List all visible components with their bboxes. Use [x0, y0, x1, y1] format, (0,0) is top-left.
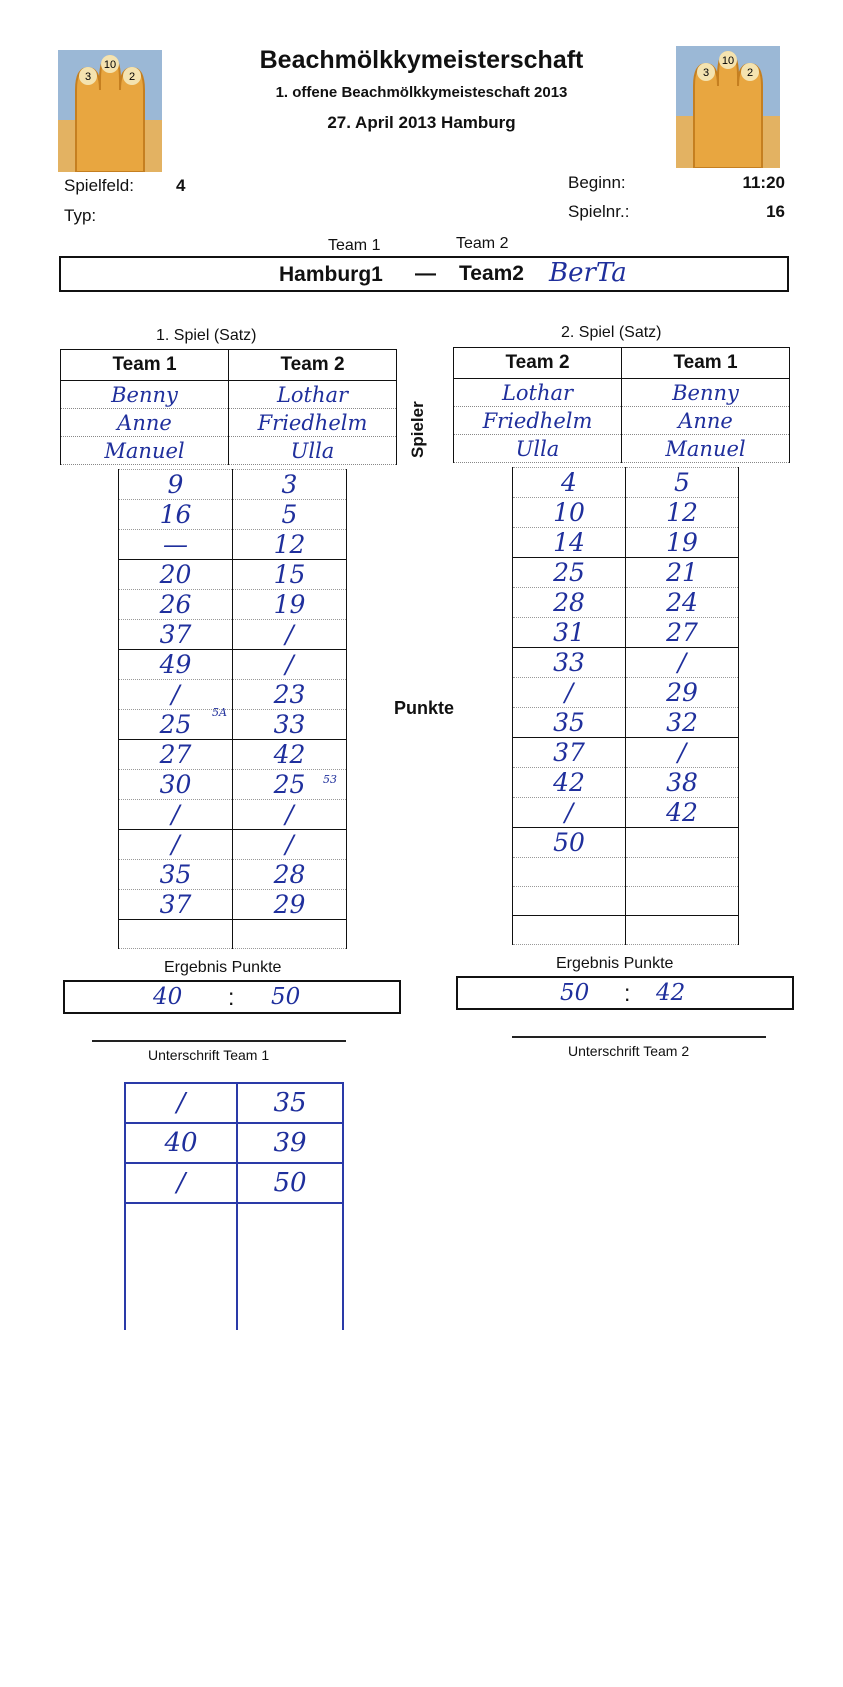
game1-score-right: 19	[233, 590, 347, 620]
game1-score-left: 49	[119, 650, 233, 680]
game2-score-row	[513, 528, 739, 558]
game2-score-right: 24	[626, 588, 739, 618]
game1-score-right: /	[233, 830, 347, 860]
game2-score-right: 42	[626, 798, 739, 828]
game2-score-row	[513, 768, 739, 798]
game2-col-right: Team 1	[622, 348, 790, 379]
game1-score-row	[119, 800, 347, 830]
game1-score-right: 5	[233, 500, 347, 530]
game2-score-right	[626, 916, 739, 945]
game1-score-row	[119, 650, 347, 680]
game2-score-left: 28	[513, 588, 626, 618]
game1-score-row	[119, 620, 347, 650]
game2-player-right: Anne	[622, 407, 790, 435]
game2-player-left: Ulla	[454, 435, 622, 463]
game1-score-left	[119, 920, 233, 949]
game1-signature-label: Unterschrift Team 1	[148, 1047, 270, 1063]
game1-score-right	[233, 920, 347, 949]
game2-score-left: 35	[513, 708, 626, 738]
game2-score-row	[513, 738, 739, 768]
logo-number: 2	[128, 71, 136, 83]
extra-score-row	[125, 1123, 343, 1163]
game2-score-left: 50	[513, 828, 626, 858]
game2-score-left: /	[513, 798, 626, 828]
game1-score-left: /	[119, 800, 233, 830]
game2-result-label: Ergebnis Punkte	[556, 955, 674, 972]
game1-score-right: /	[233, 650, 347, 680]
game2-signature-label: Unterschrift Team 2	[568, 1043, 690, 1059]
typ-label: Typ:	[64, 206, 97, 225]
game1-score-left: —	[119, 530, 233, 560]
extra-handwritten-score-table	[124, 1082, 344, 1330]
game2-caption: 2. Spiel (Satz)	[561, 324, 662, 341]
game2-score-left: 37	[513, 738, 626, 768]
team1-caption: Team 1	[328, 237, 381, 254]
beginn-value: 11:20	[742, 173, 785, 192]
game2-score-right: 27	[626, 618, 739, 648]
game2-score-row	[513, 916, 739, 945]
game1-score-right: 25	[233, 770, 347, 800]
game1-score-row	[119, 680, 347, 710]
game2-score-right: 38	[626, 768, 739, 798]
game2-score-right	[626, 828, 739, 858]
logo-number: 3	[84, 71, 92, 83]
punkte-label: Punkte	[394, 698, 455, 718]
game2-result-box	[456, 976, 794, 1010]
team1-name: Hamburg1	[279, 263, 383, 286]
game1-score-right: 28	[233, 860, 347, 890]
game2-score-right: /	[626, 648, 739, 678]
game1-signature-line	[92, 1040, 346, 1042]
game2-score-row	[513, 468, 739, 498]
game2-result-right: 42	[656, 980, 686, 1006]
spieler-label: Spieler	[408, 401, 427, 458]
extra-empty-cell	[237, 1246, 343, 1288]
game2-score-right: /	[626, 738, 739, 768]
game2-score-left: /	[513, 678, 626, 708]
game1-score-left: 26	[119, 590, 233, 620]
page-subtitle: 1. offene Beachmölkkymeisteschaft 2013	[275, 84, 568, 101]
game2-score-row	[513, 828, 739, 858]
game1-score-row	[119, 740, 347, 770]
game2-score-row	[513, 498, 739, 528]
logo-number: 10	[721, 55, 735, 67]
game2-score-right: 21	[626, 558, 739, 588]
game1-score-left: 20	[119, 560, 233, 590]
game1-score-right: 33	[233, 710, 347, 740]
spielfeld-label: Spielfeld:	[64, 176, 134, 195]
game1-result-left: 40	[153, 984, 183, 1010]
game1-score-right: /	[233, 800, 347, 830]
game2-score-left: 25	[513, 558, 626, 588]
game1-score-row	[119, 560, 347, 590]
game2-score-row	[513, 558, 739, 588]
game2-score-left: 14	[513, 528, 626, 558]
game2-score-row	[513, 887, 739, 916]
game1-player-right: Friedhelm	[229, 409, 397, 437]
game1-player-left: Manuel	[61, 437, 229, 465]
game1-score-left: 25	[119, 710, 233, 740]
extra-score-left: /	[125, 1083, 237, 1123]
game1-result-label: Ergebnis Punkte	[164, 959, 282, 976]
extra-score-right: 50	[237, 1163, 343, 1203]
game1-score-table	[118, 469, 347, 949]
extra-score-row	[125, 1163, 343, 1203]
game2-score-right: 19	[626, 528, 739, 558]
game1-score-note: 5A	[212, 706, 227, 719]
game1-score-left: 37	[119, 890, 233, 920]
page-title: Beachmölkkymeisterschaft	[259, 46, 584, 74]
game1-result-box	[63, 980, 401, 1014]
game1-player-table	[60, 349, 397, 465]
game1-score-left: 30	[119, 770, 233, 800]
game1-score-left: 9	[119, 470, 233, 500]
game2-score-right: 5	[626, 468, 739, 498]
game2-score-right: 32	[626, 708, 739, 738]
game2-score-left: 33	[513, 648, 626, 678]
beginn-label: Beginn:	[568, 173, 626, 192]
spielfeld-value: 4	[176, 176, 186, 195]
date-place: 27. April 2013 Hamburg	[327, 113, 516, 132]
game1-score-right: 15	[233, 560, 347, 590]
game1-score-right: 42	[233, 740, 347, 770]
game1-score-row	[119, 470, 347, 500]
game1-col-left: Team 1	[61, 350, 229, 381]
game2-score-left: 31	[513, 618, 626, 648]
logo-number: 2	[746, 67, 754, 79]
game1-player-left: Benny	[61, 381, 229, 409]
extra-score-left: /	[125, 1163, 237, 1203]
extra-empty-cell	[125, 1288, 237, 1330]
game1-result-right: 50	[271, 984, 301, 1010]
extra-empty-row	[125, 1246, 343, 1288]
game2-score-row	[513, 708, 739, 738]
game2-score-left: 42	[513, 768, 626, 798]
extra-empty-row	[125, 1288, 343, 1330]
game2-player-table	[453, 347, 790, 463]
game2-score-row	[513, 618, 739, 648]
game2-score-row	[513, 648, 739, 678]
game1-score-row	[119, 710, 347, 740]
game1-score-row	[119, 830, 347, 860]
game1-score-right: /	[233, 620, 347, 650]
game1-score-right: 12	[233, 530, 347, 560]
game2-score-left: 4	[513, 468, 626, 498]
game1-player-right: Ulla	[229, 437, 397, 465]
extra-empty-cell	[125, 1246, 237, 1288]
extra-score-row	[125, 1083, 343, 1123]
game1-score-row	[119, 500, 347, 530]
game2-score-row	[513, 858, 739, 887]
game2-score-row	[513, 588, 739, 618]
game2-score-row	[513, 678, 739, 708]
game1-score-row	[119, 860, 347, 890]
game1-player-right: Lothar	[229, 381, 397, 409]
match-box	[59, 256, 789, 292]
game1-col-right: Team 2	[229, 350, 397, 381]
game2-player-left: Friedhelm	[454, 407, 622, 435]
extra-score-right: 35	[237, 1083, 343, 1123]
extra-score-left: 40	[125, 1123, 237, 1163]
game2-score-right	[626, 858, 739, 887]
extra-empty-cell	[237, 1203, 343, 1246]
game1-score-row	[119, 920, 347, 949]
game2-score-left	[513, 887, 626, 916]
team2-caption: Team 2	[456, 235, 509, 252]
game2-score-left	[513, 916, 626, 945]
game2-result-left: 50	[560, 980, 590, 1006]
extra-score-right: 39	[237, 1123, 343, 1163]
extra-empty-row	[125, 1203, 343, 1246]
logo-number: 10	[103, 59, 117, 71]
game2-player-right: Manuel	[622, 435, 790, 463]
logo-number: 3	[702, 67, 710, 79]
extra-empty-cell	[125, 1203, 237, 1246]
spielnr-value: 16	[766, 202, 785, 221]
game2-score-left	[513, 858, 626, 887]
game2-signature-line	[512, 1036, 766, 1038]
game1-player-left: Anne	[61, 409, 229, 437]
game1-score-right: 29	[233, 890, 347, 920]
game1-score-row	[119, 590, 347, 620]
game1-score-left: 16	[119, 500, 233, 530]
game2-col-left: Team 2	[454, 348, 622, 379]
extra-empty-cell	[237, 1288, 343, 1330]
team2-name: Team2	[459, 262, 524, 285]
game1-score-left: /	[119, 830, 233, 860]
game1-score-right: 3	[233, 470, 347, 500]
game2-score-right: 29	[626, 678, 739, 708]
game1-score-right: 23	[233, 680, 347, 710]
game2-score-right	[626, 887, 739, 916]
game1-score-row	[119, 770, 347, 800]
game2-score-right: 12	[626, 498, 739, 528]
game1-score-left: 27	[119, 740, 233, 770]
game1-score-row	[119, 890, 347, 920]
game2-player-left: Lothar	[454, 379, 622, 407]
game2-player-right: Benny	[622, 379, 790, 407]
game1-result-sep: :	[228, 984, 235, 1010]
game2-score-left: 10	[513, 498, 626, 528]
game1-score-note: 53	[323, 773, 337, 786]
game1-score-left: 35	[119, 860, 233, 890]
team2-handwritten-name: BerTa	[549, 258, 627, 288]
game2-score-table	[512, 467, 739, 945]
game1-score-left: /	[119, 680, 233, 710]
game1-caption: 1. Spiel (Satz)	[156, 327, 257, 344]
game2-result-sep: :	[624, 980, 631, 1006]
game2-score-row	[513, 798, 739, 828]
game1-score-left: 37	[119, 620, 233, 650]
spielnr-label: Spielnr.:	[568, 202, 630, 221]
match-dash: —	[415, 262, 436, 285]
game1-score-row	[119, 530, 347, 560]
